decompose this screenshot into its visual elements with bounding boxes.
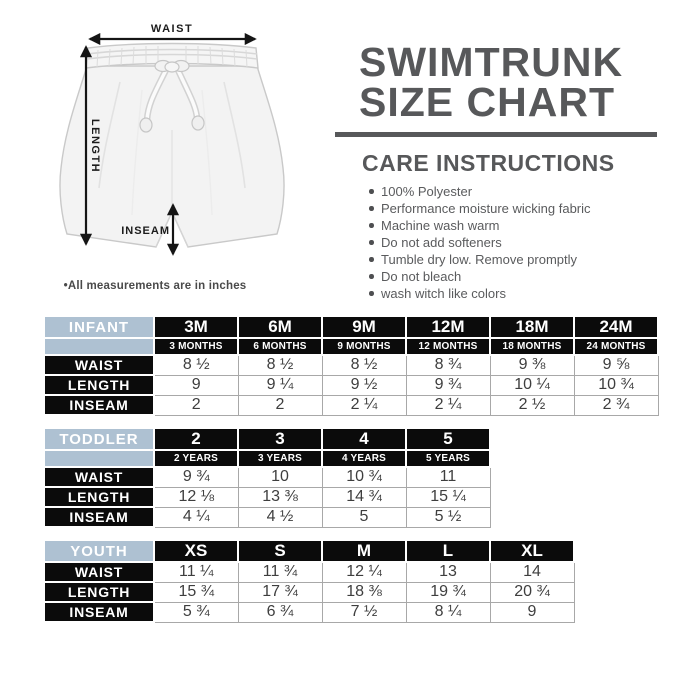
size-subheader: 4 YEARS	[322, 450, 406, 467]
measure-value: 2 ¼	[322, 395, 406, 415]
group-label: YOUTH	[44, 540, 154, 562]
size-header: 5	[406, 428, 490, 450]
measure-value: 18 ⅜	[322, 582, 406, 602]
measure-value: 5 ½	[406, 507, 490, 527]
care-instruction-item: Do not add softeners	[368, 234, 665, 251]
measure-value: 13	[406, 562, 490, 582]
measure-value: 9 ¾	[406, 375, 490, 395]
measure-value: 9 ¼	[238, 375, 322, 395]
size-subheader: 24 MONTHS	[574, 338, 658, 355]
size-tables	[43, 315, 659, 634]
waist-measure-label: WAIST	[150, 23, 194, 35]
measure-value: 9	[154, 375, 238, 395]
measure-value: 15 ¼	[406, 487, 490, 507]
measure-value: 2	[154, 395, 238, 415]
size-subheader: 2 YEARS	[154, 450, 238, 467]
measure-value: 2 ½	[490, 395, 574, 415]
measure-value: 2	[238, 395, 322, 415]
size-subheader: 3 MONTHS	[154, 338, 238, 355]
inseam-measure-label: INSEAM	[121, 225, 170, 237]
measure-row-label: WAIST	[44, 562, 154, 582]
size-header: 3M	[154, 316, 238, 338]
measure-value: 4 ¼	[154, 507, 238, 527]
measure-value: 10 ¾	[322, 467, 406, 487]
measure-value: 14 ¾	[322, 487, 406, 507]
size-header: 12M	[406, 316, 490, 338]
measure-row-label: LENGTH	[44, 582, 154, 602]
size-header: 9M	[322, 316, 406, 338]
care-instruction-item: Tumble dry low. Remove promptly	[368, 251, 665, 268]
shorts-measure-figure	[42, 20, 322, 270]
measure-row-label: WAIST	[44, 467, 154, 487]
measure-value: 9 ½	[322, 375, 406, 395]
title-divider	[335, 132, 657, 137]
measure-value: 12 ⅛	[154, 487, 238, 507]
measure-value: 19 ¾	[406, 582, 490, 602]
group-blank-cell	[44, 450, 154, 467]
measure-value: 9 ⅜	[490, 355, 574, 375]
size-subheader: 6 MONTHS	[238, 338, 322, 355]
measure-value: 5 ¾	[154, 602, 238, 622]
header-column	[335, 39, 665, 302]
size-header: L	[406, 540, 490, 562]
group-label: TODDLER	[44, 428, 154, 450]
measure-value: 7 ½	[322, 602, 406, 622]
size-header: XS	[154, 540, 238, 562]
measure-value: 11 ¼	[154, 562, 238, 582]
size-header: 24M	[574, 316, 658, 338]
size-header: S	[238, 540, 322, 562]
measure-value: 14	[490, 562, 574, 582]
measure-value: 17 ¾	[238, 582, 322, 602]
measure-value: 2 ¼	[406, 395, 490, 415]
measure-row-label: WAIST	[44, 355, 154, 375]
size-header: M	[322, 540, 406, 562]
measure-value: 11 ¾	[238, 562, 322, 582]
size-table-youth	[43, 539, 575, 623]
measure-row-label: LENGTH	[44, 487, 154, 507]
size-header: 2	[154, 428, 238, 450]
page-title-line2: SIZE CHART	[359, 79, 615, 125]
measure-row-label: INSEAM	[44, 507, 154, 527]
measurements-note: •All measurements are in inches	[63, 280, 247, 292]
measure-value: 2 ¾	[574, 395, 658, 415]
size-subheader: 12 MONTHS	[406, 338, 490, 355]
care-instruction-item: 100% Polyester	[368, 183, 665, 200]
group-label: INFANT	[44, 316, 154, 338]
size-header: XL	[490, 540, 574, 562]
measure-value: 4 ½	[238, 507, 322, 527]
length-measure-label: LENGTH	[89, 118, 101, 174]
measure-value: 10	[238, 467, 322, 487]
size-subheader: 3 YEARS	[238, 450, 322, 467]
care-instruction-item: wash witch like colors	[368, 285, 665, 302]
care-instruction-item: Performance moisture wicking fabric	[368, 200, 665, 217]
measure-value: 9 ⅝	[574, 355, 658, 375]
size-table-toddler	[43, 427, 491, 528]
size-subheader: 5 YEARS	[406, 450, 490, 467]
size-header: 4	[322, 428, 406, 450]
measure-value: 6 ¾	[238, 602, 322, 622]
measure-value: 8 ½	[238, 355, 322, 375]
measure-value: 8 ¼	[406, 602, 490, 622]
care-instructions-list	[368, 183, 665, 302]
measure-row-label: INSEAM	[44, 395, 154, 415]
measure-value: 8 ½	[154, 355, 238, 375]
size-table-infant	[43, 315, 659, 416]
size-subheader: 9 MONTHS	[322, 338, 406, 355]
care-instructions-heading: CARE INSTRUCTIONS	[362, 150, 615, 176]
measure-row-label: INSEAM	[44, 602, 154, 622]
size-subheader: 18 MONTHS	[490, 338, 574, 355]
measure-value: 10 ¼	[490, 375, 574, 395]
measure-value: 10 ¾	[574, 375, 658, 395]
measure-value: 11	[406, 467, 490, 487]
measure-value: 9	[490, 602, 574, 622]
measure-value: 12 ¼	[322, 562, 406, 582]
size-header: 3	[238, 428, 322, 450]
measure-value: 20 ¾	[490, 582, 574, 602]
measure-value: 13 ⅜	[238, 487, 322, 507]
measure-value: 8 ¾	[406, 355, 490, 375]
measure-value: 15 ¾	[154, 582, 238, 602]
group-blank-cell	[44, 338, 154, 355]
swim-shorts-illustration	[42, 20, 322, 270]
care-instruction-item: Do not bleach	[368, 268, 665, 285]
measure-value: 8 ½	[322, 355, 406, 375]
page-title-line1: SWIMTRUNK	[359, 39, 624, 85]
size-header: 18M	[490, 316, 574, 338]
measure-value: 5	[322, 507, 406, 527]
measure-value: 9 ¾	[154, 467, 238, 487]
measure-row-label: LENGTH	[44, 375, 154, 395]
size-header: 6M	[238, 316, 322, 338]
care-instruction-item: Machine wash warm	[368, 217, 665, 234]
